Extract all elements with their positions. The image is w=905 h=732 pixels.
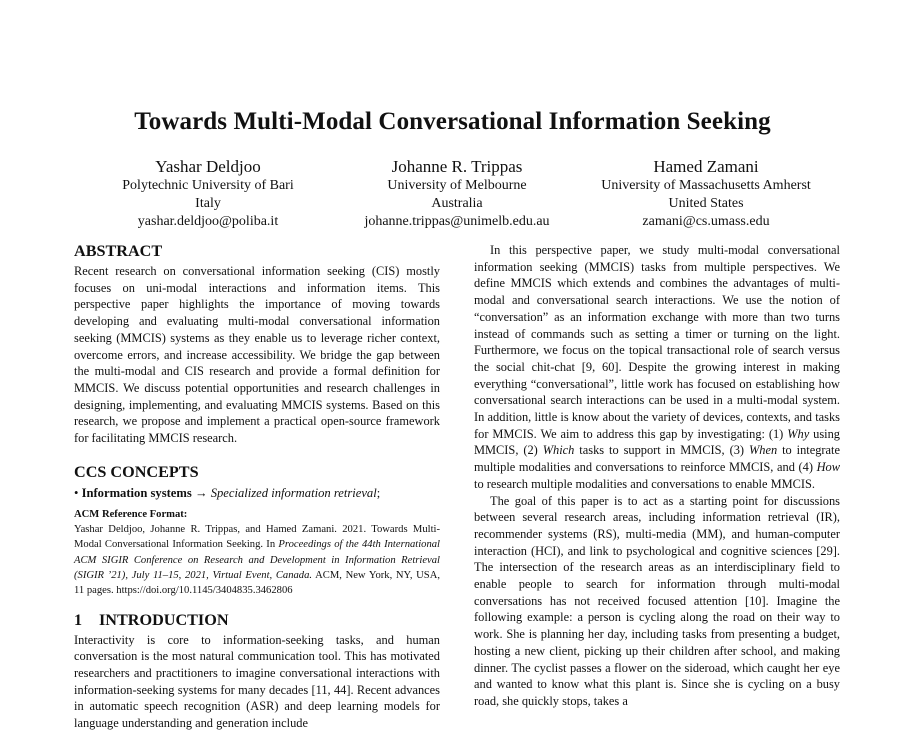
reference-authors: Yashar Deldjoo, Johanne R. Trippas, and Hamed Zamani. 2021. Towards Multi-Modal Conversational Information Seeking. In xyxy=(74,524,440,551)
section-title: INTRODUCTION xyxy=(99,610,229,629)
intro-paragraph-1 xyxy=(474,242,840,493)
abstract-text: Recent research on conversational information seeking (CIS) mostly focuses on uni-modal interactions and information items. This perspective paper highlights the importance of moving towards developing and evaluating multi-modal conversational information seeking (MMCIS) systems as they enable us to leverage richer context, overcome errors, and increase accessibility. We bridge the gap between the multi-modal and CIS research and provide a formal definition for MMCIS. We discuss potential opportunities and research challenges in designing, implementing, and evaluating MMCIS systems. Based on this research, we propose and implement a practical open-source framework for facilitating MMCIS research. xyxy=(74,264,440,446)
intro-paragraph-2: The goal of this paper is to act as a starting point for discussions between several research areas, including information retrieval (IR), recommender systems (RS), multi-media (MM), and human-computer interaction (HCI), and link to psychological and cognitive sciences [29]. The intersection of the research areas as an interdisciplinary field to enable people to search for information through multi-modal conversations has not received focused attention [10]. Imagine the following example: a person is cycling along the road on their way to work. She is planning her day, including tasks from presenting a budget, hosting a new client, picking up their children after school, and making dinner. The cyclist passes a flower on the sideroad, which caught her eye and wanted to know what this plant is. Since she is cycling on a busy road, she quickly stops, takes a xyxy=(474,493,840,708)
intro-heading xyxy=(74,611,440,630)
emphasis-which: Which xyxy=(542,443,575,458)
text-run: In this perspective paper, we study multi-modal conversational information seeking (MMCIS) tasks from multiple perspectives. We define MMCIS which extends and combines the advantages of multi-modal and conversational search interactions. We use the notion of “conversation” as an information exchange with more than two turns instead of commands such as setting a timer or turning on the light. Furthermore, we focus on the topical transactional role of search versus the social chit-chat [9, 60]. Despite the growing interest in making everything “conversational”, little work has focused on establishing how conversational search interactions can be used in a multi-modal system. In addition, little is know about the variety of devices, contexts, and tasks for MMCIS. We aim to address this gap by investigating: (1) xyxy=(474,243,840,441)
author-email: johanne.trippas@unimelb.edu.au xyxy=(364,214,550,229)
ccs-arrow: → xyxy=(194,485,208,500)
reference-venue: Proceedings of the 44th International ACM SIGIR Conference on Research and Development in Information Retrieval (SIGIR ’21), July 11–15, 2021, Virtual Event, Canada. xyxy=(74,539,441,581)
author-block xyxy=(556,157,856,231)
author-email: yashar.deldjoo@poliba.it xyxy=(137,214,279,229)
author-affiliation: University of Melbourne xyxy=(387,178,527,193)
author-affiliation: University of Massachusetts Amherst xyxy=(601,178,811,193)
left-column xyxy=(74,242,440,732)
emphasis-how: How xyxy=(816,460,840,475)
ccs-concept-line xyxy=(74,485,440,501)
text-run: to research multiple modalities and conversations to enable MMCIS. xyxy=(474,476,816,491)
text-run: to integrate multiple modalities and conversations to reinforce MMCIS, and (4) xyxy=(474,443,840,475)
ccs-end: ; xyxy=(376,485,381,500)
reference-doi: ACM, New York, NY, USA, 11 pages. https://doi.org/10.1145/3404835.3462806 xyxy=(74,569,440,597)
right-column xyxy=(474,242,840,710)
section-number: 1 xyxy=(74,610,83,629)
emphasis-when: When xyxy=(748,443,778,458)
text-run: tasks to support in MMCIS, (3) xyxy=(574,443,749,458)
author-name: Yashar Deldjoo xyxy=(155,157,261,176)
reference-format-text xyxy=(74,522,440,598)
ccs-heading: CCS CONCEPTS xyxy=(74,462,199,481)
ccs-concept: Specialized information retrieval xyxy=(210,485,377,500)
author-country: United States xyxy=(668,196,744,211)
author-country: Italy xyxy=(195,196,221,211)
emphasis-why: Why xyxy=(787,426,810,441)
author-country: Australia xyxy=(431,196,483,211)
ccs-category: Information systems xyxy=(81,485,192,500)
paper-title: Towards Multi-Modal Conversational Information Seeking xyxy=(134,108,771,135)
text-run: using MMCIS, (2) xyxy=(474,426,841,458)
author-name: Hamed Zamani xyxy=(653,157,759,176)
reference-format xyxy=(74,507,440,599)
reference-format-heading: ACM Reference Format: xyxy=(74,508,188,520)
author-email: zamani@cs.umass.edu xyxy=(642,214,770,229)
author-affiliation: Polytechnic University of Bari xyxy=(122,178,294,193)
author-name: Johanne R. Trippas xyxy=(391,157,523,176)
ccs-bullet: • xyxy=(74,485,79,500)
intro-text: Interactivity is core to information-seeking tasks, and human conversation is the most natural communication tool. This has motivated researchers and practitioners to imagine conversational interactions with information-seeking systems for many decades [11, 44]. Recent advances in automatic speech recognition (ASR) and deep learning models for language understanding and generation include xyxy=(74,632,440,731)
abstract-heading: ABSTRACT xyxy=(74,242,163,260)
